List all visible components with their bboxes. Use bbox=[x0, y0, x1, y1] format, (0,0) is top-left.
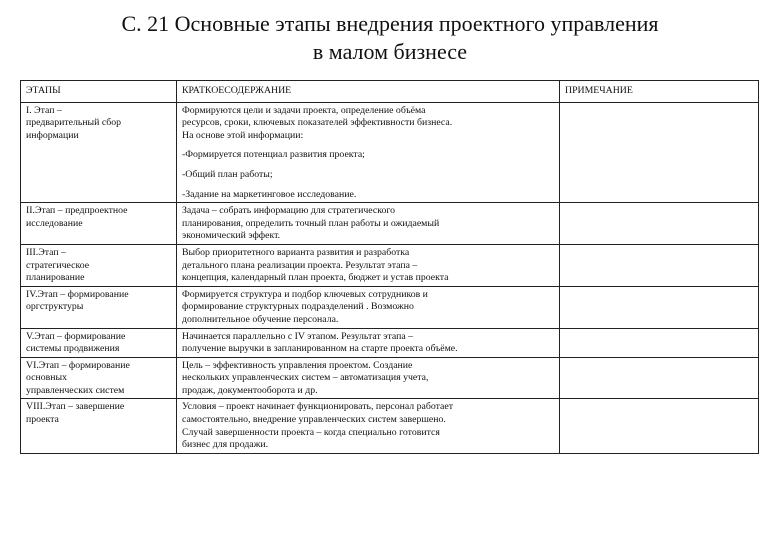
note-cell bbox=[560, 102, 759, 203]
stage-cell bbox=[21, 399, 177, 453]
content-cell-line: -Формируется потенциал развития проекта; bbox=[182, 149, 365, 161]
stage-cell bbox=[21, 357, 177, 399]
stage-cell-line: III.Этап – bbox=[26, 246, 66, 258]
content-cell-line: Формируются цели и задачи проекта, определение объёма bbox=[182, 104, 426, 116]
note-cell bbox=[560, 357, 759, 399]
note-cell bbox=[560, 203, 759, 245]
stage-cell-line: IV.Этап – формирование bbox=[26, 288, 129, 300]
content-cell-line: бизнес для продажи. bbox=[182, 439, 269, 451]
content-cell-line: Условия – проект начинает функционировать, персонал работает bbox=[182, 401, 454, 413]
page-title bbox=[0, 10, 780, 66]
header-summary: КРАТКОЕСОДЕРЖАНИЕ bbox=[177, 81, 560, 103]
table-row bbox=[21, 203, 759, 245]
table-header-row bbox=[21, 81, 759, 103]
title-line-2: в малом бизнесе bbox=[312, 39, 468, 64]
table-body bbox=[21, 102, 759, 453]
header-note: ПРИМЕЧАНИЕ bbox=[560, 81, 759, 103]
stage-cell-line: основных bbox=[26, 372, 67, 384]
table-row bbox=[21, 328, 759, 357]
content-cell-line: Начинается параллельно с IV этапом. Результат этапа – bbox=[182, 330, 414, 342]
stage-cell-line: управленческих систем bbox=[26, 384, 125, 396]
stage-cell-line: V.Этап – формирование bbox=[26, 330, 126, 342]
table-row bbox=[21, 357, 759, 399]
content-cell-line: планирования, определить точный план работы и ожидаемый bbox=[182, 217, 440, 229]
stage-cell-line: VIII.Этап – завершение bbox=[26, 401, 125, 413]
content-cell bbox=[177, 357, 560, 399]
content-cell bbox=[177, 203, 560, 245]
content-cell-line: детального плана реализации проекта. Результат этапа – bbox=[182, 259, 418, 271]
content-cell-line: -Задание на маркетинговое исследование. bbox=[182, 188, 357, 200]
content-cell-line: дополнительное обучение персонала. bbox=[182, 313, 339, 325]
stage-cell-line: предварительный сбор bbox=[26, 117, 122, 129]
content-cell-line: концепция, календарный план проекта, бюджет и устав проекта bbox=[182, 272, 449, 284]
table-row bbox=[21, 286, 759, 328]
stage-cell bbox=[21, 102, 177, 203]
stage-cell-line: I. Этап – bbox=[26, 104, 62, 116]
content-cell-line: получение выручки в запланированном на старте проекта объёме. bbox=[182, 343, 458, 355]
content-cell bbox=[177, 102, 560, 203]
content-cell-line: формирование структурных подразделений . Возможно bbox=[182, 301, 414, 313]
content-cell-line: -Общий план работы; bbox=[182, 168, 273, 180]
table-row bbox=[21, 102, 759, 203]
content-cell bbox=[177, 399, 560, 453]
stage-cell-line: оргструктуры bbox=[26, 301, 84, 313]
table-row bbox=[21, 399, 759, 453]
note-cell bbox=[560, 244, 759, 286]
content-cell-line: Выбор приоритетного варианта развития и разработка bbox=[182, 246, 410, 258]
stage-cell-line: информации bbox=[26, 129, 79, 141]
stage-cell-line: проекта bbox=[26, 414, 59, 426]
stage-cell-line: VI.Этап – формирование bbox=[26, 359, 130, 371]
content-cell-line: На основе этой информации: bbox=[182, 129, 304, 141]
content-cell-line: Случай завершенности проекта – когда специально готовится bbox=[182, 426, 440, 438]
stage-cell bbox=[21, 244, 177, 286]
content-cell bbox=[177, 328, 560, 357]
stage-cell-line: стратегическое bbox=[26, 259, 90, 271]
stage-cell-line: исследование bbox=[26, 217, 83, 229]
content-cell bbox=[177, 244, 560, 286]
content-cell-line: ресурсов, сроки, ключевых показателей эффективности бизнеса. bbox=[182, 117, 453, 129]
content-cell-line: продаж, документооборота и др. bbox=[182, 384, 318, 396]
content-cell bbox=[177, 286, 560, 328]
note-cell bbox=[560, 286, 759, 328]
stage-cell-line: II.Этап – предпроектное bbox=[26, 205, 128, 217]
title-line-1: С. 21 Основные этапы внедрения проектного управления bbox=[121, 11, 659, 36]
table-row bbox=[21, 244, 759, 286]
content-cell-line: Цель – эффективность управления проектом. Создание bbox=[182, 359, 413, 371]
content-cell-line: Задача – собрать информацию для стратегического bbox=[182, 205, 396, 217]
stage-cell bbox=[21, 328, 177, 357]
content-cell-line: Формируется структура и подбор ключевых сотрудников и bbox=[182, 288, 428, 300]
content-cell-line: нескольких управленческих систем – автоматизация учета, bbox=[182, 372, 429, 384]
stage-cell bbox=[21, 286, 177, 328]
note-cell bbox=[560, 328, 759, 357]
stages-table bbox=[20, 80, 759, 454]
content-cell-line: экономический эффект. bbox=[182, 230, 281, 242]
stage-cell-line: системы продвижения bbox=[26, 343, 120, 355]
note-cell bbox=[560, 399, 759, 453]
content-cell-line: самостоятельно, внедрение управленческих систем завершено. bbox=[182, 414, 446, 426]
header-stages: ЭТАПЫ bbox=[21, 81, 177, 103]
stage-cell-line: планирование bbox=[26, 272, 85, 284]
stage-cell bbox=[21, 203, 177, 245]
